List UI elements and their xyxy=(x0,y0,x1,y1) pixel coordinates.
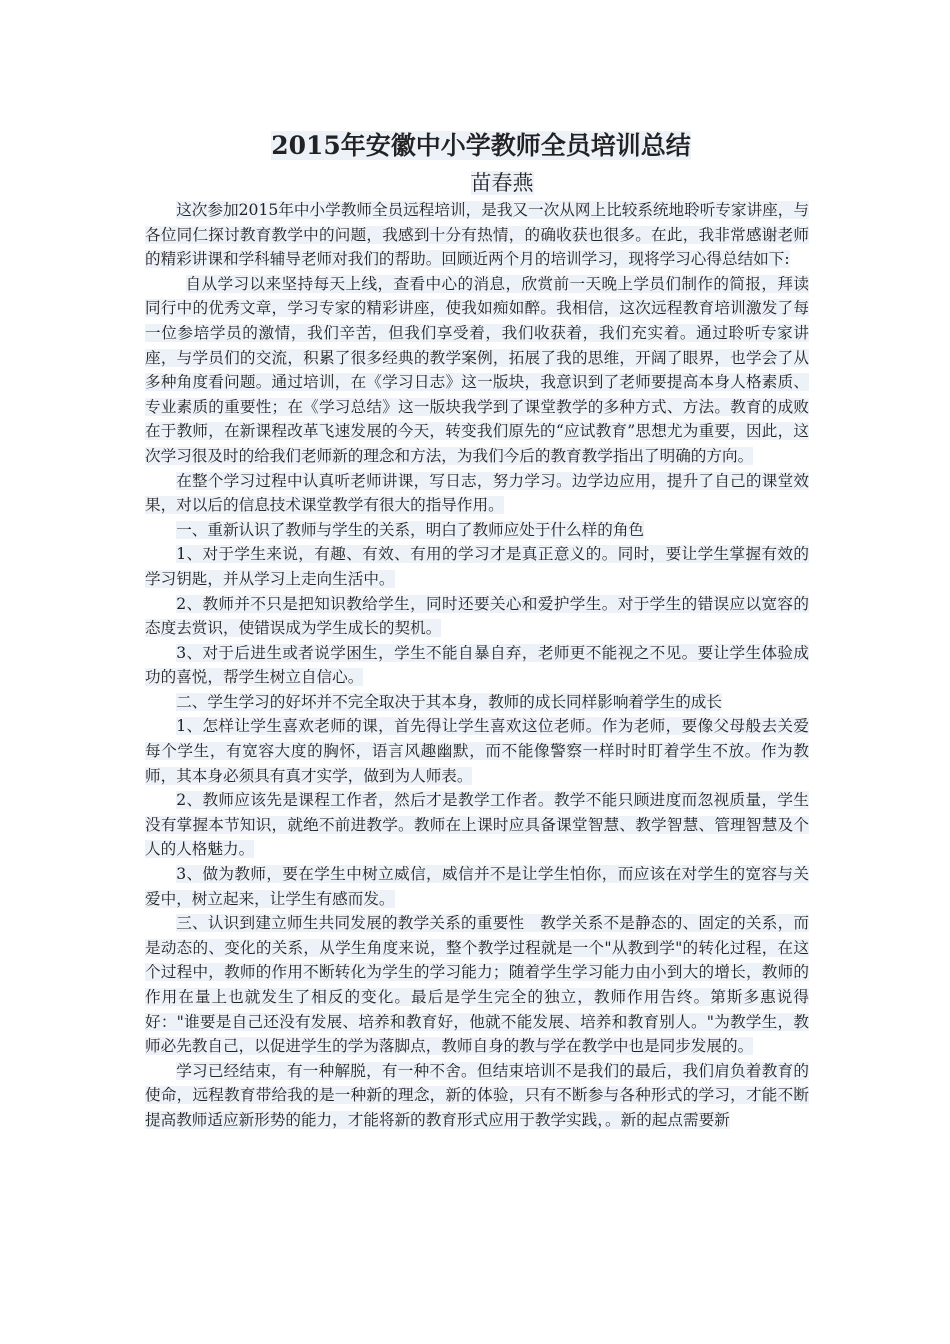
section-2-item-3-text: 3、做为教师，要在学生中树立威信，威信并不是让学生怕你，而应该在对学生的宽容与关爱中，树立起来，让学生有感而发。 xyxy=(145,865,809,908)
title-text: 2015年安徽中小学教师全员培训总结 xyxy=(271,131,691,160)
section-1-item-3 xyxy=(145,641,809,690)
section-1-item-1 xyxy=(145,542,809,591)
section-2-item-2-text: 2、教师应该先是课程工作者，然后才是教学工作者。教学不能只顾进度而忽视质量，学生没有掌握本节知识，就绝不前进教学。教师在上课时应具备课堂智慧、教学智慧、管理智慧及个人的人格魅力。 xyxy=(145,791,809,859)
experience-sans-text: 在《学习日志》这一版块，我意识到了老师要提高本身人格素质、专业素质的重要性；在《学习总结》这一版块我学到了课堂教学的多种方式、方法。教育的成败在于教师，在新课程改革飞速发展的今天，转变我们原先的 xyxy=(145,373,809,441)
experience-text: 自从学习以来坚持每天上线，查看中心的消息，欣赏前一天晚上学员们制作的简报，拜读同行中的优秀文章，学习专家的精彩讲座，使我如痴如醉。我相信，这次远程教育培训激发了每一位参培学员的激情，我们辛苦，但我们享受着，我们收获着，我们充实着。通过聆听专家讲座，与学员们的交流，积累了很多经典的教学案例，拓展了我的思维，开阔了眼界，也学会了从多种角度看问题。通过培训， xyxy=(145,274,809,392)
section-1-item-2 xyxy=(145,592,809,641)
section-2-item-1 xyxy=(145,714,809,788)
section-1-item-2-text: 2、教师并不只是把知识教给学生，同时还要关心和爱护学生。对于学生的错误应以宽容的态度去赏识，使错误成为学生成长的契机。 xyxy=(145,594,809,638)
author-name xyxy=(145,168,809,198)
process-text: 在整个学习过程中认真听老师讲课，写日志，努力学习。边学边应用，提升了自己的课堂效果，对以后的信息技术课堂教学有很大的指导作用。 xyxy=(145,471,809,515)
experience-tail-text: “应试教育”思想尤为重要，因此，这次学习很及时的给我们老师新的理念和方法，为我们今后的教育教学指出了明确的方向。 xyxy=(145,422,809,465)
paragraph-closing xyxy=(145,1059,809,1133)
section-2-item-2 xyxy=(145,788,809,862)
section-2-item-3 xyxy=(145,862,809,911)
author-text: 苗春燕 xyxy=(470,171,534,195)
paragraph-intro xyxy=(145,198,809,272)
section-1-text: 一、重新认识了教师与学生的关系，明白了教师应处于什么样的角色 xyxy=(176,520,645,539)
paragraph-experience xyxy=(145,272,809,469)
intro-text: 这次参加2015年中小学教师全员远程培训，是我又一次从网上比较系统地聆听专家讲座，与各位同仁探讨教育教学中的问题，我感到十分有热情，的确收获也很多。在此，我非常感谢老师的精彩讲课和学科辅导老师对我们的帮助。回顾近两个月的培训学习，现将学习心得总结如下: xyxy=(145,201,809,269)
section-3-text: 三、认识到建立师生共同发展的教学关系的重要性 教学关系不是静态的、固定的关系，而是动态的、变化的关系，从学生角度来说，整个教学过程就是一个"从教到学"的转化过程，在这个过程中，教师的作用不断转化为学生的学习能力；随着学生学习能力由小到大的增长，教师的作用在量上也就发生了相反的变化。最后是学生完全的独立，教师作用告终。第斯多惠说得好："谁要是自己还没有发展、培养和教育好，他就不能发展、培养和教育别人。"为教学生，教师必先教自己，以促进学生的学为落脚点，教师自身的教与学在教学中也是同步发展的。 xyxy=(145,914,809,1056)
section-1-item-1-text: 1、对于学生来说，有趣、有效、有用的学习才是真正意义的。同时，要让学生掌握有效的学习钥匙，并从学习上走向生活中。 xyxy=(145,545,809,588)
section-2-text: 二、学生学习的好坏并不完全取决于其本身，教师的成长同样影响着学生的成长 xyxy=(176,692,722,711)
closing-text: 远程教育带给我的是一种新的理念，新的体验，只有不断参与各种形式的学习，才能不断提高教师适应新形势的能力，才能将新的教育形式应用于教学实践，。新的起点需要新 xyxy=(145,1086,809,1129)
section-heading-2 xyxy=(145,690,809,715)
document-body xyxy=(145,124,809,1133)
paragraph-process xyxy=(145,469,809,518)
section-2-item-1-text: 1、怎样让学生喜欢老师的课，首先得让学生喜欢这位老师。作为老师，要像父母般去关爱每个学生，有宽容大度的胸怀，语言风趣幽默，而不能像警察一样时时盯着学生不放。作为教师，其本身必须具有真才实学，做到为人师表。 xyxy=(145,717,809,785)
section-heading-3 xyxy=(145,911,809,1059)
document-title xyxy=(145,124,809,168)
section-heading-1 xyxy=(145,518,809,543)
closing-sans-text: 学习已经结束，有一种解脱，有一种不舍。但结束培训不是我们的最后，我们肩负着教育的使命， xyxy=(145,1061,809,1105)
section-1-item-3-text: 3、对于后进生或者说学困生，学生不能自暴自弃，老师更不能视之不见。要让学生体验成功的喜悦，帮学生树立自信心。 xyxy=(145,643,809,687)
